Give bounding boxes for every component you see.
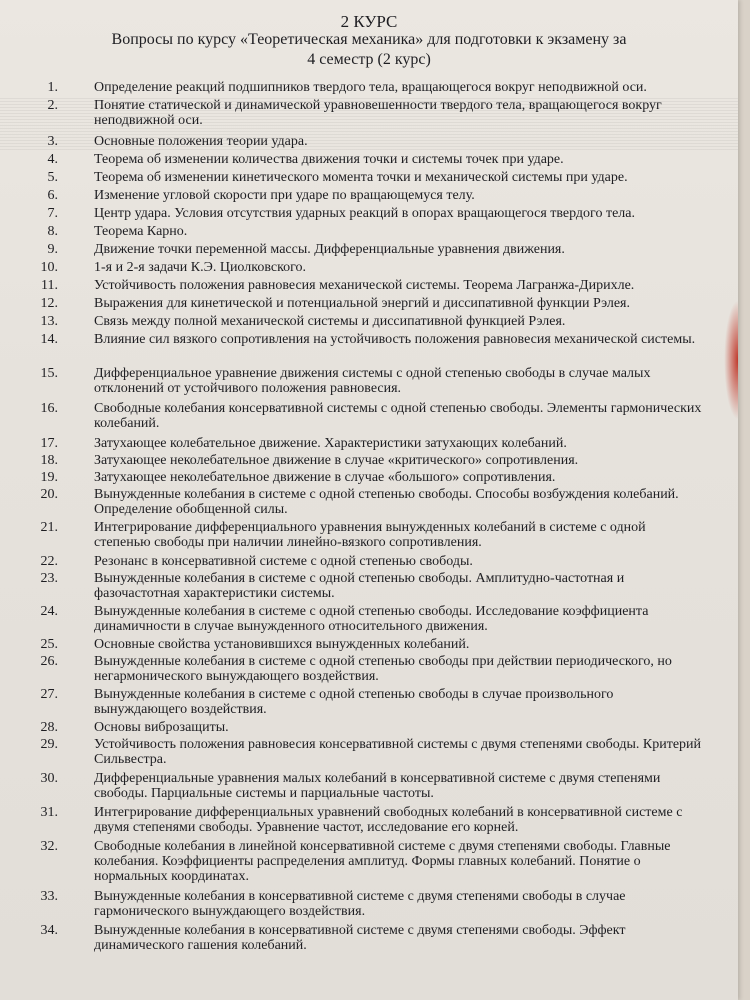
question-number: 19. xyxy=(40,470,58,485)
question-item xyxy=(0,170,738,188)
question-item xyxy=(0,805,738,839)
question-text: Влияние сил вязкого сопротивления на устойчивость положения равновесия механической системы. xyxy=(94,332,696,347)
question-number: 28. xyxy=(40,720,58,735)
course-label: 2 КУРС xyxy=(340,12,398,31)
question-item xyxy=(0,839,738,889)
question-item xyxy=(0,332,738,366)
question-text: Устойчивость положения равновесия консервативной системы с двумя степенями свободы. Критерий Сильвестра. xyxy=(94,737,702,767)
question-number: 29. xyxy=(40,737,58,752)
question-list xyxy=(0,80,738,957)
question-item xyxy=(0,720,738,737)
question-item xyxy=(0,98,738,134)
document-title: Вопросы по курсу «Теоретическая механика» для подготовки к экзамену за xyxy=(111,31,627,48)
question-item xyxy=(0,604,738,637)
document-subtitle: 4 семестр (2 курс) xyxy=(307,51,431,68)
question-text: Вынужденные колебания в консервативной системе с двумя степенями свободы в случае гармонического вынуждающего воздействия. xyxy=(94,889,626,919)
question-number: 17. xyxy=(40,436,58,451)
question-item xyxy=(0,314,738,332)
question-text: Вынужденные колебания в системе с одной степенью свободы. Амплитудно-частотная и фазочастотная характеристики системы. xyxy=(94,571,625,601)
question-text: Теорема об изменении кинетического момента точки и механической системы при ударе. xyxy=(94,170,628,185)
question-text: Движение точки переменной массы. Дифференциальные уравнения движения. xyxy=(94,242,565,257)
question-number: 6. xyxy=(47,188,58,203)
question-item xyxy=(0,520,738,554)
question-number: 8. xyxy=(47,224,58,239)
question-number: 33. xyxy=(40,889,58,904)
question-number: 11. xyxy=(41,278,58,293)
question-text: Затухающее колебательное движение. Характеристики затухающих колебаний. xyxy=(94,436,567,451)
question-text: Понятие статической и динамической уравновешенности твердого тела, вращающегося вокруг неподвижной оси. xyxy=(94,98,662,128)
question-text: Вынужденные колебания в системе с одной степенью свободы при действии периодического, но негармонического вынуждающего воздействия. xyxy=(94,654,672,684)
question-item xyxy=(0,152,738,170)
question-number: 16. xyxy=(40,401,58,416)
question-number: 3. xyxy=(47,134,58,149)
question-number: 9. xyxy=(47,242,58,257)
question-item xyxy=(0,737,738,771)
question-number: 5. xyxy=(47,170,58,185)
question-number: 27. xyxy=(40,687,58,702)
question-item xyxy=(0,554,738,571)
question-number: 18. xyxy=(40,453,58,468)
question-item xyxy=(0,242,738,260)
question-text: Затухающее неколебательное движение в случае «большого» сопротивления. xyxy=(94,470,556,485)
question-text: Устойчивость положения равновесия механической системы. Теорема Лагранжа-Дирихле. xyxy=(94,278,635,293)
question-item xyxy=(0,278,738,296)
question-item xyxy=(0,401,738,436)
question-item xyxy=(0,224,738,242)
question-text: Вынужденные колебания в системе с одной степенью свободы. Исследование коэффициента динамичности в случае вынужденного относительного движения. xyxy=(94,604,649,634)
question-number: 30. xyxy=(40,771,58,786)
question-number: 10. xyxy=(40,260,58,275)
question-item xyxy=(0,260,738,278)
question-number: 21. xyxy=(40,520,58,535)
question-item xyxy=(0,637,738,654)
question-text: Резонанс в консервативной системе с одной степенью свободы. xyxy=(94,554,473,569)
question-text: Затухающее неколебательное движение в случае «критического» сопротивления. xyxy=(94,453,579,468)
question-item xyxy=(0,771,738,805)
question-text: Изменение угловой скорости при ударе по вращающемуся телу. xyxy=(94,188,475,203)
question-text: Теорема Карно. xyxy=(94,224,188,239)
question-text: Интегрирование дифференциальных уравнений свободных колебаний в консервативной системе с двумя степенями свободы. Уравнение частот, исследование его корней. xyxy=(94,805,683,835)
question-item xyxy=(0,134,738,152)
question-text: Выражения для кинетической и потенциальной энергий и диссипативной функции Рэлея. xyxy=(94,296,630,311)
question-item xyxy=(0,687,738,720)
question-number: 20. xyxy=(40,487,58,502)
question-text: Связь между полной механической системы и диссипативной функцией Рэлея. xyxy=(94,314,566,329)
question-number: 1. xyxy=(47,80,58,95)
question-item xyxy=(0,188,738,206)
question-number: 7. xyxy=(47,206,58,221)
question-item xyxy=(0,654,738,687)
question-number: 34. xyxy=(40,923,58,938)
question-item xyxy=(0,436,738,453)
question-number: 31. xyxy=(40,805,58,820)
question-item xyxy=(0,470,738,487)
question-number: 26. xyxy=(40,654,58,669)
question-text: Теорема об изменении количества движения точки и системы точек при ударе. xyxy=(94,152,564,167)
question-number: 22. xyxy=(40,554,58,569)
question-item xyxy=(0,206,738,224)
question-number: 12. xyxy=(40,296,58,311)
question-text: Определение реакций подшипников твердого тела, вращающегося вокруг неподвижной оси. xyxy=(94,80,647,95)
question-number: 15. xyxy=(40,366,58,381)
question-item xyxy=(0,366,738,401)
question-text: Вынужденные колебания в системе с одной степенью свободы. Способы возбуждения колебаний. Определение обобщенной силы. xyxy=(94,487,679,517)
question-number: 13. xyxy=(40,314,58,329)
question-item xyxy=(0,889,738,923)
question-text: Свободные колебания консервативной системы с одной степенью свободы. Элементы гармонических колебаний. xyxy=(94,401,702,431)
question-number: 25. xyxy=(40,637,58,652)
question-item xyxy=(0,296,738,314)
question-number: 2. xyxy=(47,98,58,113)
question-text: Дифференциальное уравнение движения системы с одной степенью свободы в случае малых отклонений от устойчивого положения равновесия. xyxy=(94,366,651,396)
question-item xyxy=(0,80,738,98)
question-number: 14. xyxy=(40,332,58,347)
question-number: 24. xyxy=(40,604,58,619)
question-number: 32. xyxy=(40,839,58,854)
question-text: Основные свойства установившихся вынужденных колебаний. xyxy=(94,637,470,652)
question-number: 23. xyxy=(40,571,58,586)
question-text: Дифференциальные уравнения малых колебаний в консервативной системе с двумя степенями свободы. Парциальные системы и парциальные частоты. xyxy=(94,771,661,801)
question-text: Основы виброзащиты. xyxy=(94,720,229,735)
question-item xyxy=(0,453,738,470)
question-text: Вынужденные колебания в консервативной системе с двумя степенями свободы. Эффект динамического гашения колебаний. xyxy=(94,923,626,953)
question-text: 1-я и 2-я задачи К.Э. Циолковского. xyxy=(94,260,307,275)
question-text: Вынужденные колебания в системе с одной степенью свободы в случае произвольного вынуждающего воздействия. xyxy=(94,687,614,717)
question-item xyxy=(0,923,738,957)
question-text: Основные положения теории удара. xyxy=(94,134,308,149)
question-item xyxy=(0,571,738,604)
question-item xyxy=(0,487,738,520)
question-text: Центр удара. Условия отсутствия ударных реакций в опорах вращающегося твердого тела. xyxy=(94,206,635,221)
question-text: Интегрирование дифференциального уравнения вынужденных колебаний в системе с одной степенью свободы при наличии линейно-вязкого сопротивления. xyxy=(94,520,646,550)
question-text: Свободные колебания в линейной консервативной системе с двумя степенями свободы. Главные колебания. Коэффициенты распределения амплитуд. Формы главных колебаний. Понятие о нормальных координатах. xyxy=(94,839,671,884)
question-number: 4. xyxy=(47,152,58,167)
